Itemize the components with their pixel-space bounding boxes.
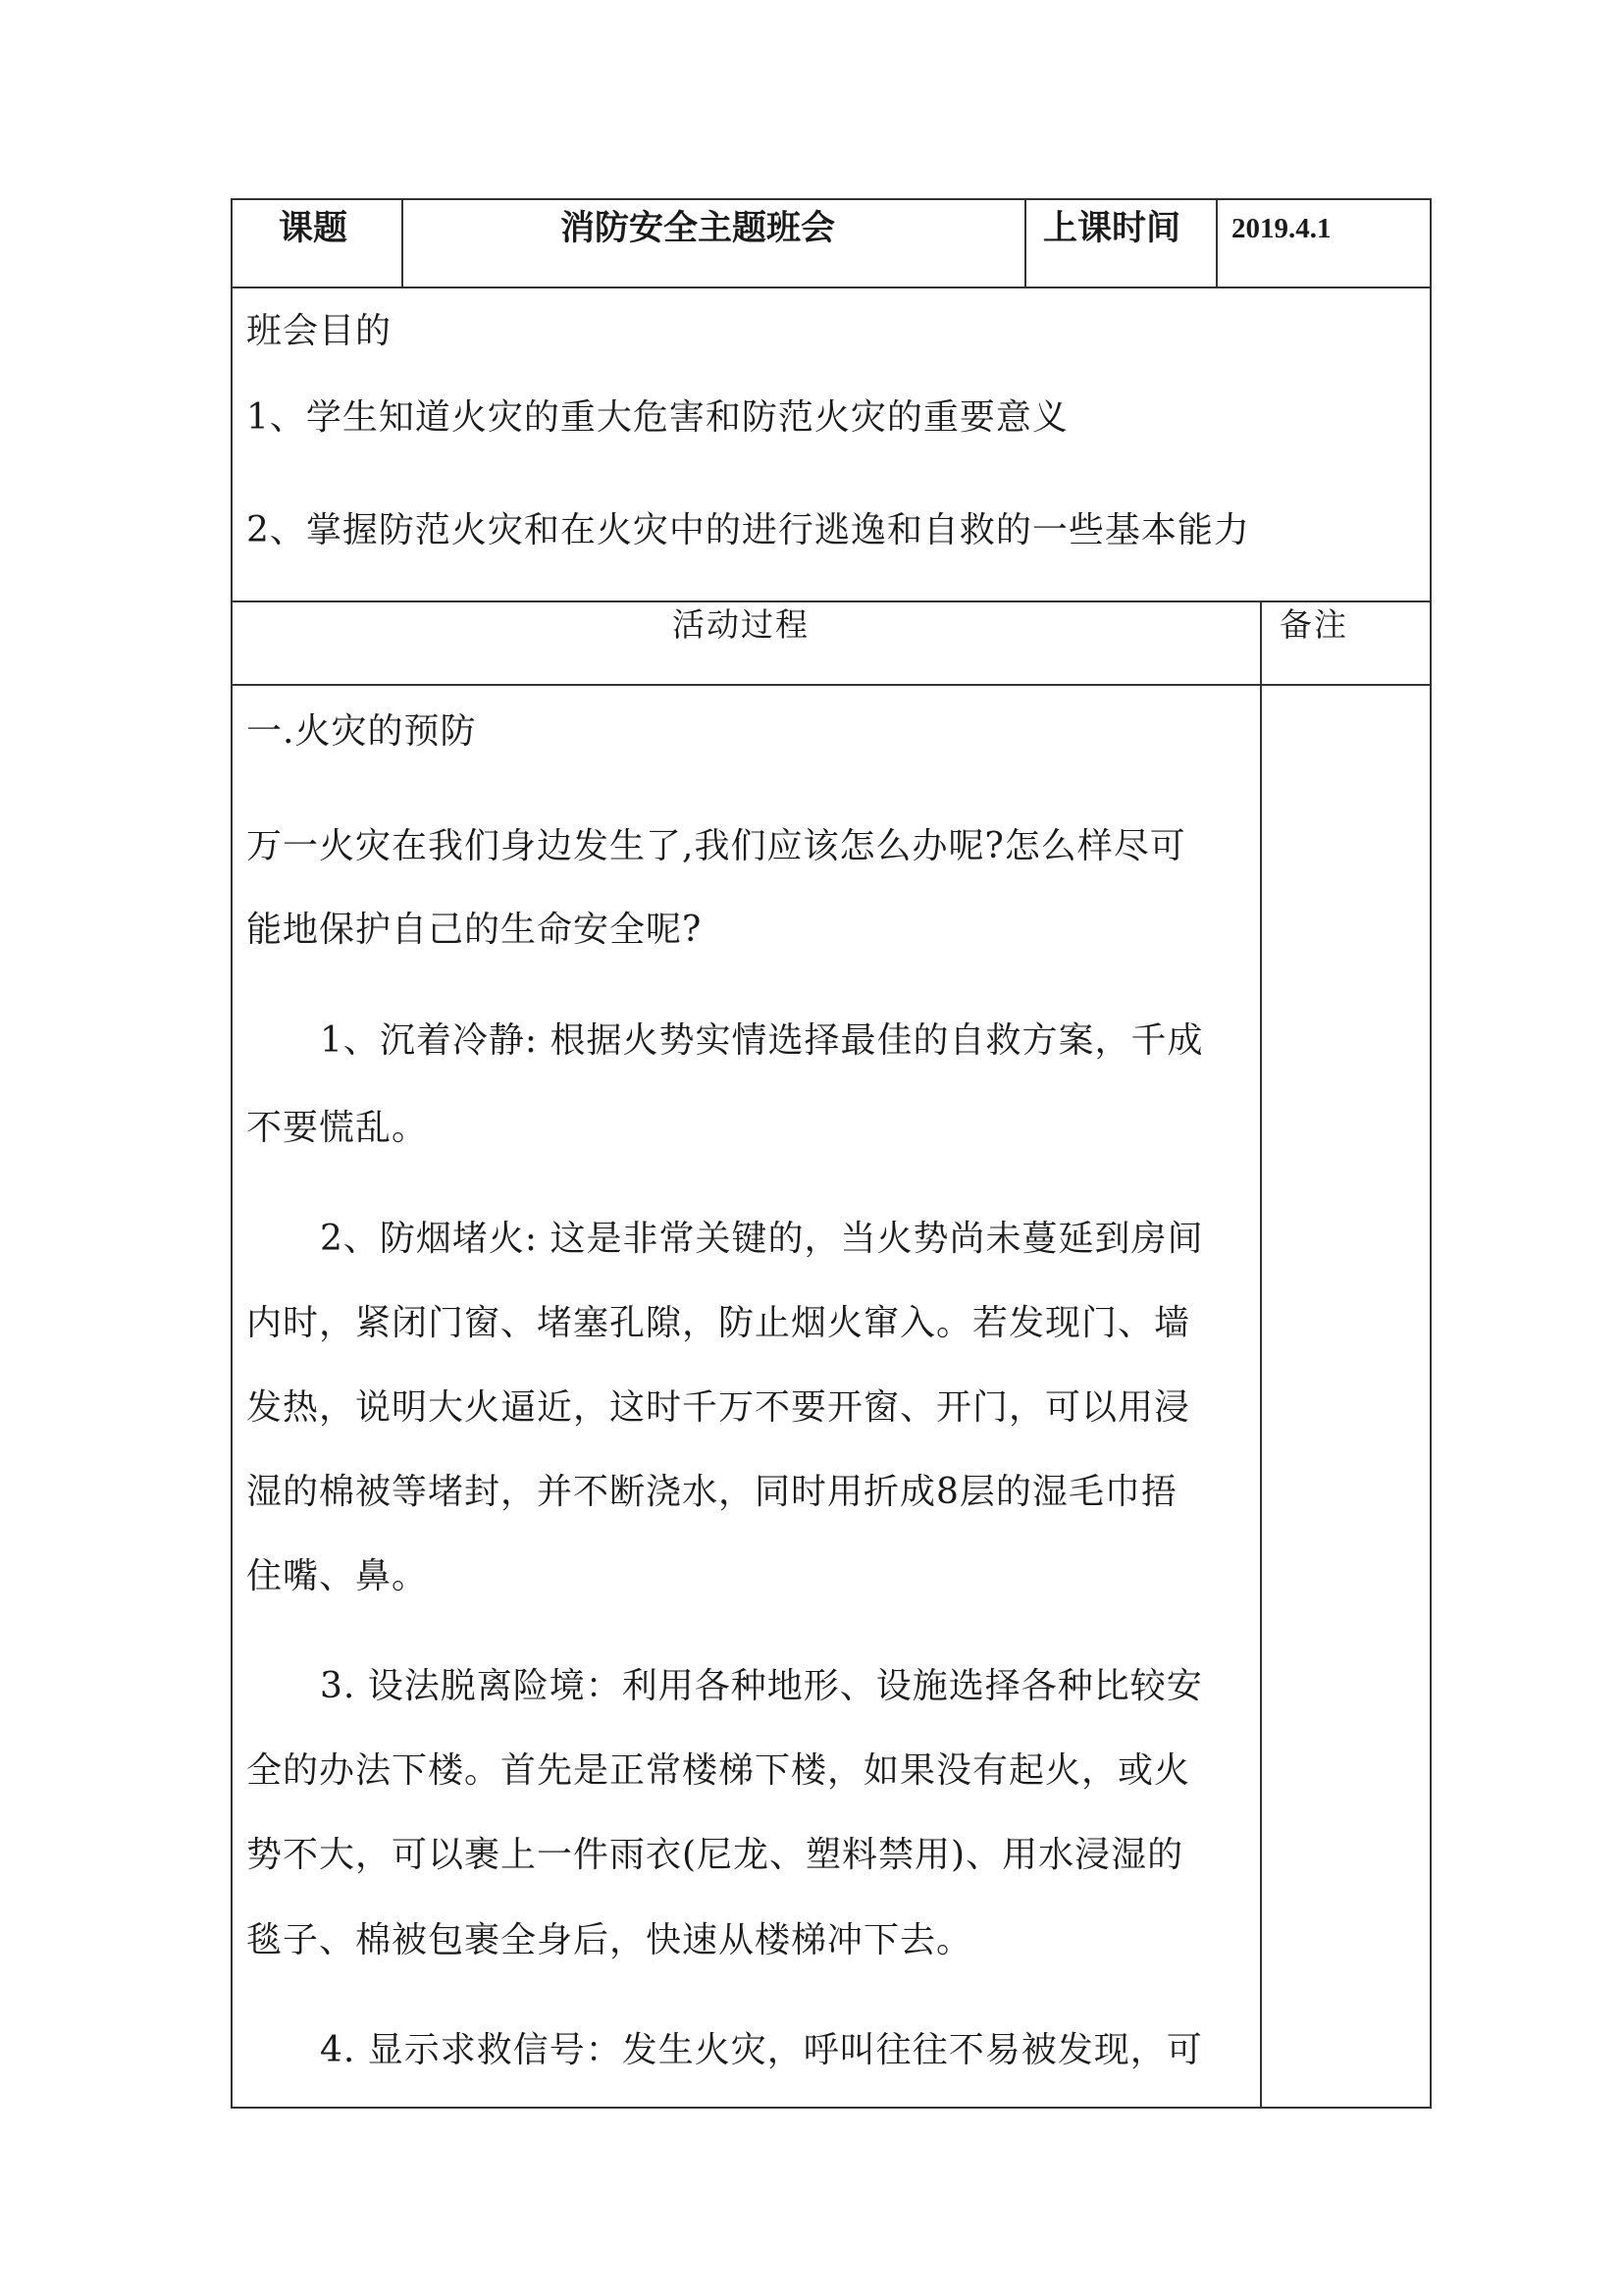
process-line: 一.火灾的预防 [246,711,477,752]
process-line: 1、沉着冷静: 根据火势实情选择最佳的自救方案，千成 [320,1020,1204,1061]
column-divider [1260,600,1262,2109]
row-divider [231,684,1432,686]
purpose-heading: 班会目的 [246,311,393,351]
process-line: 全的办法下楼。首先是正常楼梯下楼，如果没有起火，或火 [246,1750,1191,1791]
purpose-item: 1、学生知道火灾的重大危害和防范火灾的重要意义 [246,397,1069,438]
process-line: 势不大，可以裹上一件雨衣(尼龙、塑料禁用)、用水浸湿的 [246,1835,1184,1875]
lesson-plan-table [231,198,1432,2109]
process-line: 住嘴、鼻。 [246,1556,429,1596]
topic-label: 课题 [279,208,348,248]
class-time-label: 上课时间 [1043,208,1181,248]
process-line: 2、防烟堵火: 这是非常关键的，当火势尚未蔓延到房间 [320,1219,1204,1259]
process-heading: 活动过程 [672,605,810,644]
process-line: 能地保护自己的生命安全呢? [246,910,703,950]
process-line: 毯子、棉被包裹全身后，快速从楼梯冲下去。 [246,1920,973,1960]
purpose-item: 2、掌握防范火灾和在火灾中的进行逃逸和自救的一些基本能力 [246,510,1250,550]
process-line: 湿的棉被等堵封，并不断浇水，同时用折成8层的湿毛巾捂 [246,1472,1178,1512]
row-divider [231,287,1432,288]
process-line: 不要慌乱。 [246,1108,429,1148]
column-divider [1216,198,1218,287]
process-line: 万一火灾在我们身边发生了,我们应该怎么办呢?怎么样尽可 [246,826,1186,866]
process-line: 4. 显示求救信号：发生火灾，呼叫往往不易被发现，可 [320,2030,1203,2070]
column-divider [401,198,403,287]
class-time-value: 2019.4.1 [1231,213,1332,244]
topic-value: 消防安全主题班会 [560,208,836,248]
process-line: 发热，说明大火逼近，这时千万不要开窗、开门，可以用浸 [246,1387,1191,1428]
row-divider [231,600,1432,602]
process-line: 内时，紧闭门窗、堵塞孔隙，防止烟火窜入。若发现门、墙 [246,1303,1191,1343]
remark-heading: 备注 [1280,605,1348,644]
process-line: 3. 设法脱离险境：利用各种地形、设施选择各种比较安 [320,1666,1203,1706]
column-divider [1024,198,1026,287]
